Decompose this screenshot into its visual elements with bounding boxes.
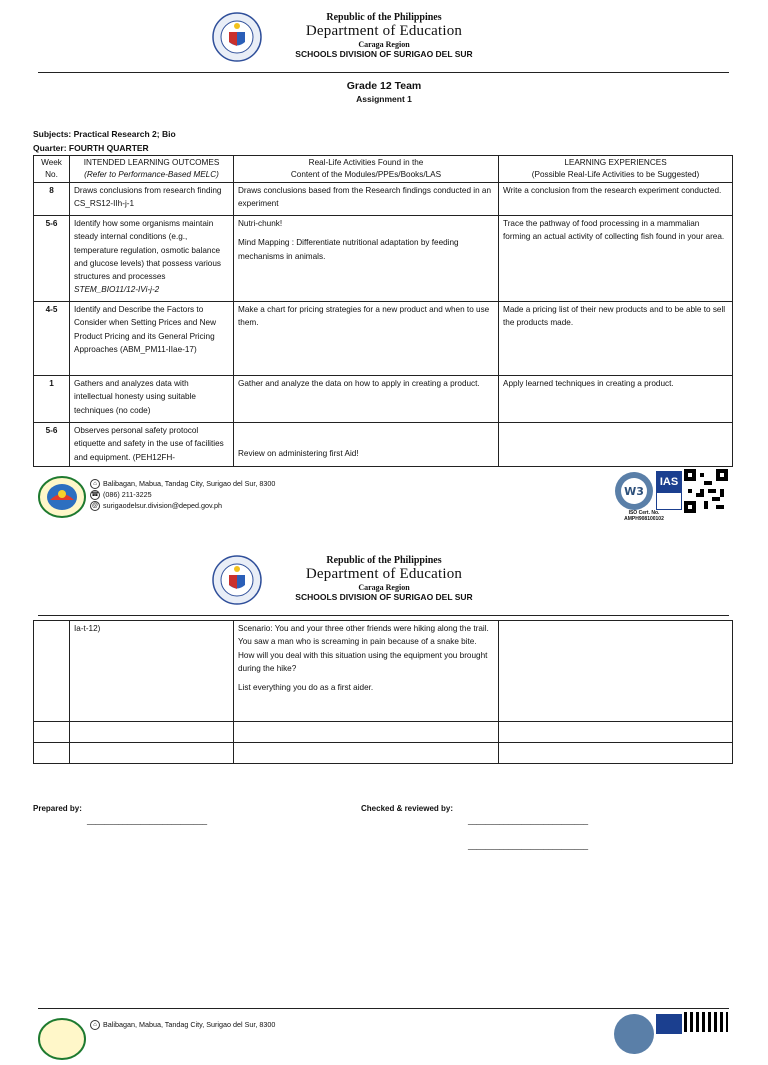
checked-by-label: Checked & reviewed by: — [361, 804, 454, 813]
division-label: SCHOOLS DIVISION OF SURIGAO DEL SUR — [295, 49, 473, 59]
footer-divider — [38, 466, 729, 467]
header-ilo-2: (Refer to Performance-Based MELC) — [84, 170, 219, 179]
table-row — [34, 423, 733, 467]
empty-cell — [234, 743, 499, 764]
prepared-by-label: Prepared by: — [33, 804, 82, 813]
ilo-cell: Observes personal safety protocol etiquette and safety in the use of facilities and equipment. (PEH12FH- — [70, 423, 234, 467]
rla-scenario: Scenario: You and your three other friends were hiking along the trail. You saw a man who is screaming in pain because of a snake bite. How will you deal with this situation using the equipment you brought during the hike? — [238, 624, 489, 673]
rla-text: Review on administering first Aid! — [238, 448, 359, 458]
le-cell: Apply learned techniques in creating a product. — [499, 376, 733, 423]
rla-cell — [234, 216, 499, 302]
rla-cell: Make a chart for pricing strategies for a new product and when to use them. — [234, 302, 499, 376]
empty-cell — [499, 743, 733, 764]
iso-cert-number: AMPH908100102 — [624, 516, 664, 522]
ilo-cell: Ia-t-12) — [70, 621, 234, 722]
empty-cell — [70, 743, 234, 764]
rla-instruction: List everything you do as a first aider. — [238, 683, 374, 693]
le-cell — [499, 423, 733, 467]
ias-logo — [656, 471, 682, 511]
learning-table — [33, 155, 733, 467]
ilo-cell: Gathers and analyzes data with intellectual honesty using suitable techniques (no code) — [70, 376, 234, 423]
header-le-2: (Possible Real-Life Activities to be Suggested) — [531, 170, 700, 179]
empty-cell — [34, 743, 70, 764]
empty-cell — [34, 722, 70, 743]
table-header-row — [34, 156, 733, 183]
le-cell: Write a conclusion from the research experiment conducted. — [499, 183, 733, 216]
table-row — [34, 376, 733, 423]
header-rla: Real-Life Activities Found in the — [308, 158, 424, 167]
footer-email: surigaodelsur.division@deped.gov.ph — [103, 501, 223, 511]
table-row — [34, 302, 733, 376]
division-logo-p2 — [38, 1018, 86, 1024]
ilo-text: Identify how some organisms maintain steady internal conditions (e.g., temperature regulation, osmotic balance and glucose levels) that possess various structures and processes — [74, 219, 221, 282]
header-week: Week — [41, 158, 62, 167]
republic-label: Republic of the Philippines — [326, 12, 442, 23]
rla-cell: Gather and analyze the data on how to apply in creating a product. — [234, 376, 499, 423]
w3-cert-logo — [614, 471, 654, 511]
week-cell: 8 — [34, 183, 70, 216]
cert-logos-p2 — [614, 1012, 729, 1024]
email-icon: @ — [91, 503, 99, 510]
phone-icon: ☎ — [91, 492, 99, 499]
quarter-label: Quarter: FOURTH QUARTER — [33, 143, 149, 153]
svg-text:W3: W3 — [624, 485, 644, 498]
table-row — [34, 216, 733, 302]
week-cell: 4-5 — [34, 302, 70, 376]
footer-phone: (086) 211-3225 — [103, 490, 152, 500]
location-icon: ⌂ — [90, 1020, 100, 1030]
iso-cert-label: ISO Cert. No. — [628, 510, 660, 516]
table-row — [34, 743, 733, 764]
rla-text-2: Mind Mapping : Differentiate nutritional adaptation by feeding mechanisms in animals. — [238, 238, 459, 261]
rla-cell: Draws conclusions based from the Research findings conducted in an experiment — [234, 183, 499, 216]
week-cell: 1 — [34, 376, 70, 423]
empty-cell — [499, 722, 733, 743]
header-le: LEARNING EXPERIENCES — [564, 158, 667, 167]
ias-label: IAS — [656, 471, 682, 493]
doc-subtitle: Assignment 1 — [356, 94, 412, 104]
department-label: Department of Education — [305, 23, 463, 39]
footer-divider-p2 — [38, 1008, 729, 1009]
rla-cell — [234, 621, 499, 722]
empty-cell — [70, 722, 234, 743]
rla-cell — [234, 423, 499, 467]
checked-by-line-1: ___________________________ — [468, 816, 589, 825]
header-divider — [38, 72, 729, 73]
division-label-p2: SCHOOLS DIVISION OF SURIGAO DEL SUR — [295, 592, 473, 602]
republic-label-p2: Republic of the Philippines — [326, 555, 442, 566]
le-cell: Trace the pathway of food processing in a mammalian forming an actual activity of collecting fish found in your area. — [499, 216, 733, 302]
table-row — [34, 183, 733, 216]
ilo-code: STEM_BIO11/12-IVi-j-2 — [74, 285, 160, 295]
le-cell — [499, 621, 733, 722]
empty-cell — [234, 722, 499, 743]
subjects-label: Subjects: Practical Research 2; Bio — [33, 129, 176, 139]
region-label: Caraga Region — [358, 40, 410, 49]
week-cell: 5-6 — [34, 423, 70, 467]
doc-title: Grade 12 Team — [346, 80, 422, 92]
qr-code — [684, 469, 728, 513]
week-cell — [34, 621, 70, 722]
header-divider-p2 — [38, 615, 729, 616]
header-ilo: INTENDED LEARNING OUTCOMES — [83, 158, 220, 167]
footer-address-p2 — [90, 1019, 276, 1029]
ilo-cell — [70, 216, 234, 302]
week-cell: 5-6 — [34, 216, 70, 302]
checked-by-line-2: ___________________________ — [468, 841, 589, 850]
footer-address-p2-text: Balibagan, Mabua, Tandag City, Surigao del Sur, 8300 — [103, 1020, 276, 1029]
table-row — [34, 722, 733, 743]
location-icon: ⌂ — [90, 479, 100, 489]
rla-text: Nutri-chunk! — [238, 219, 283, 228]
ilo-cell: Identify and Describe the Factors to Consider when Setting Prices and New Product Pricing and its General Pricing Approaches (ABM_PM11-IIae-17) — [70, 302, 234, 376]
le-cell: Made a pricing list of their new products and to be able to sell the products made. — [499, 302, 733, 376]
header-rla-2: Content of the Modules/PPEs/Books/LAS — [290, 170, 442, 179]
header-week-2: No. — [45, 170, 58, 179]
learning-table-continued — [33, 620, 733, 764]
prepared-by-line: ___________________________ — [87, 816, 208, 825]
footer-address: Balibagan, Mabua, Tandag City, Surigao del Sur, 8300 — [103, 479, 276, 488]
division-logo — [38, 476, 86, 518]
table-row — [34, 621, 733, 722]
ilo-cell: Draws conclusions from research finding CS_RS12-IIh-j-1 — [70, 183, 234, 216]
region-label-p2: Caraga Region — [358, 583, 410, 592]
department-label-p2: Department of Education — [305, 566, 463, 582]
